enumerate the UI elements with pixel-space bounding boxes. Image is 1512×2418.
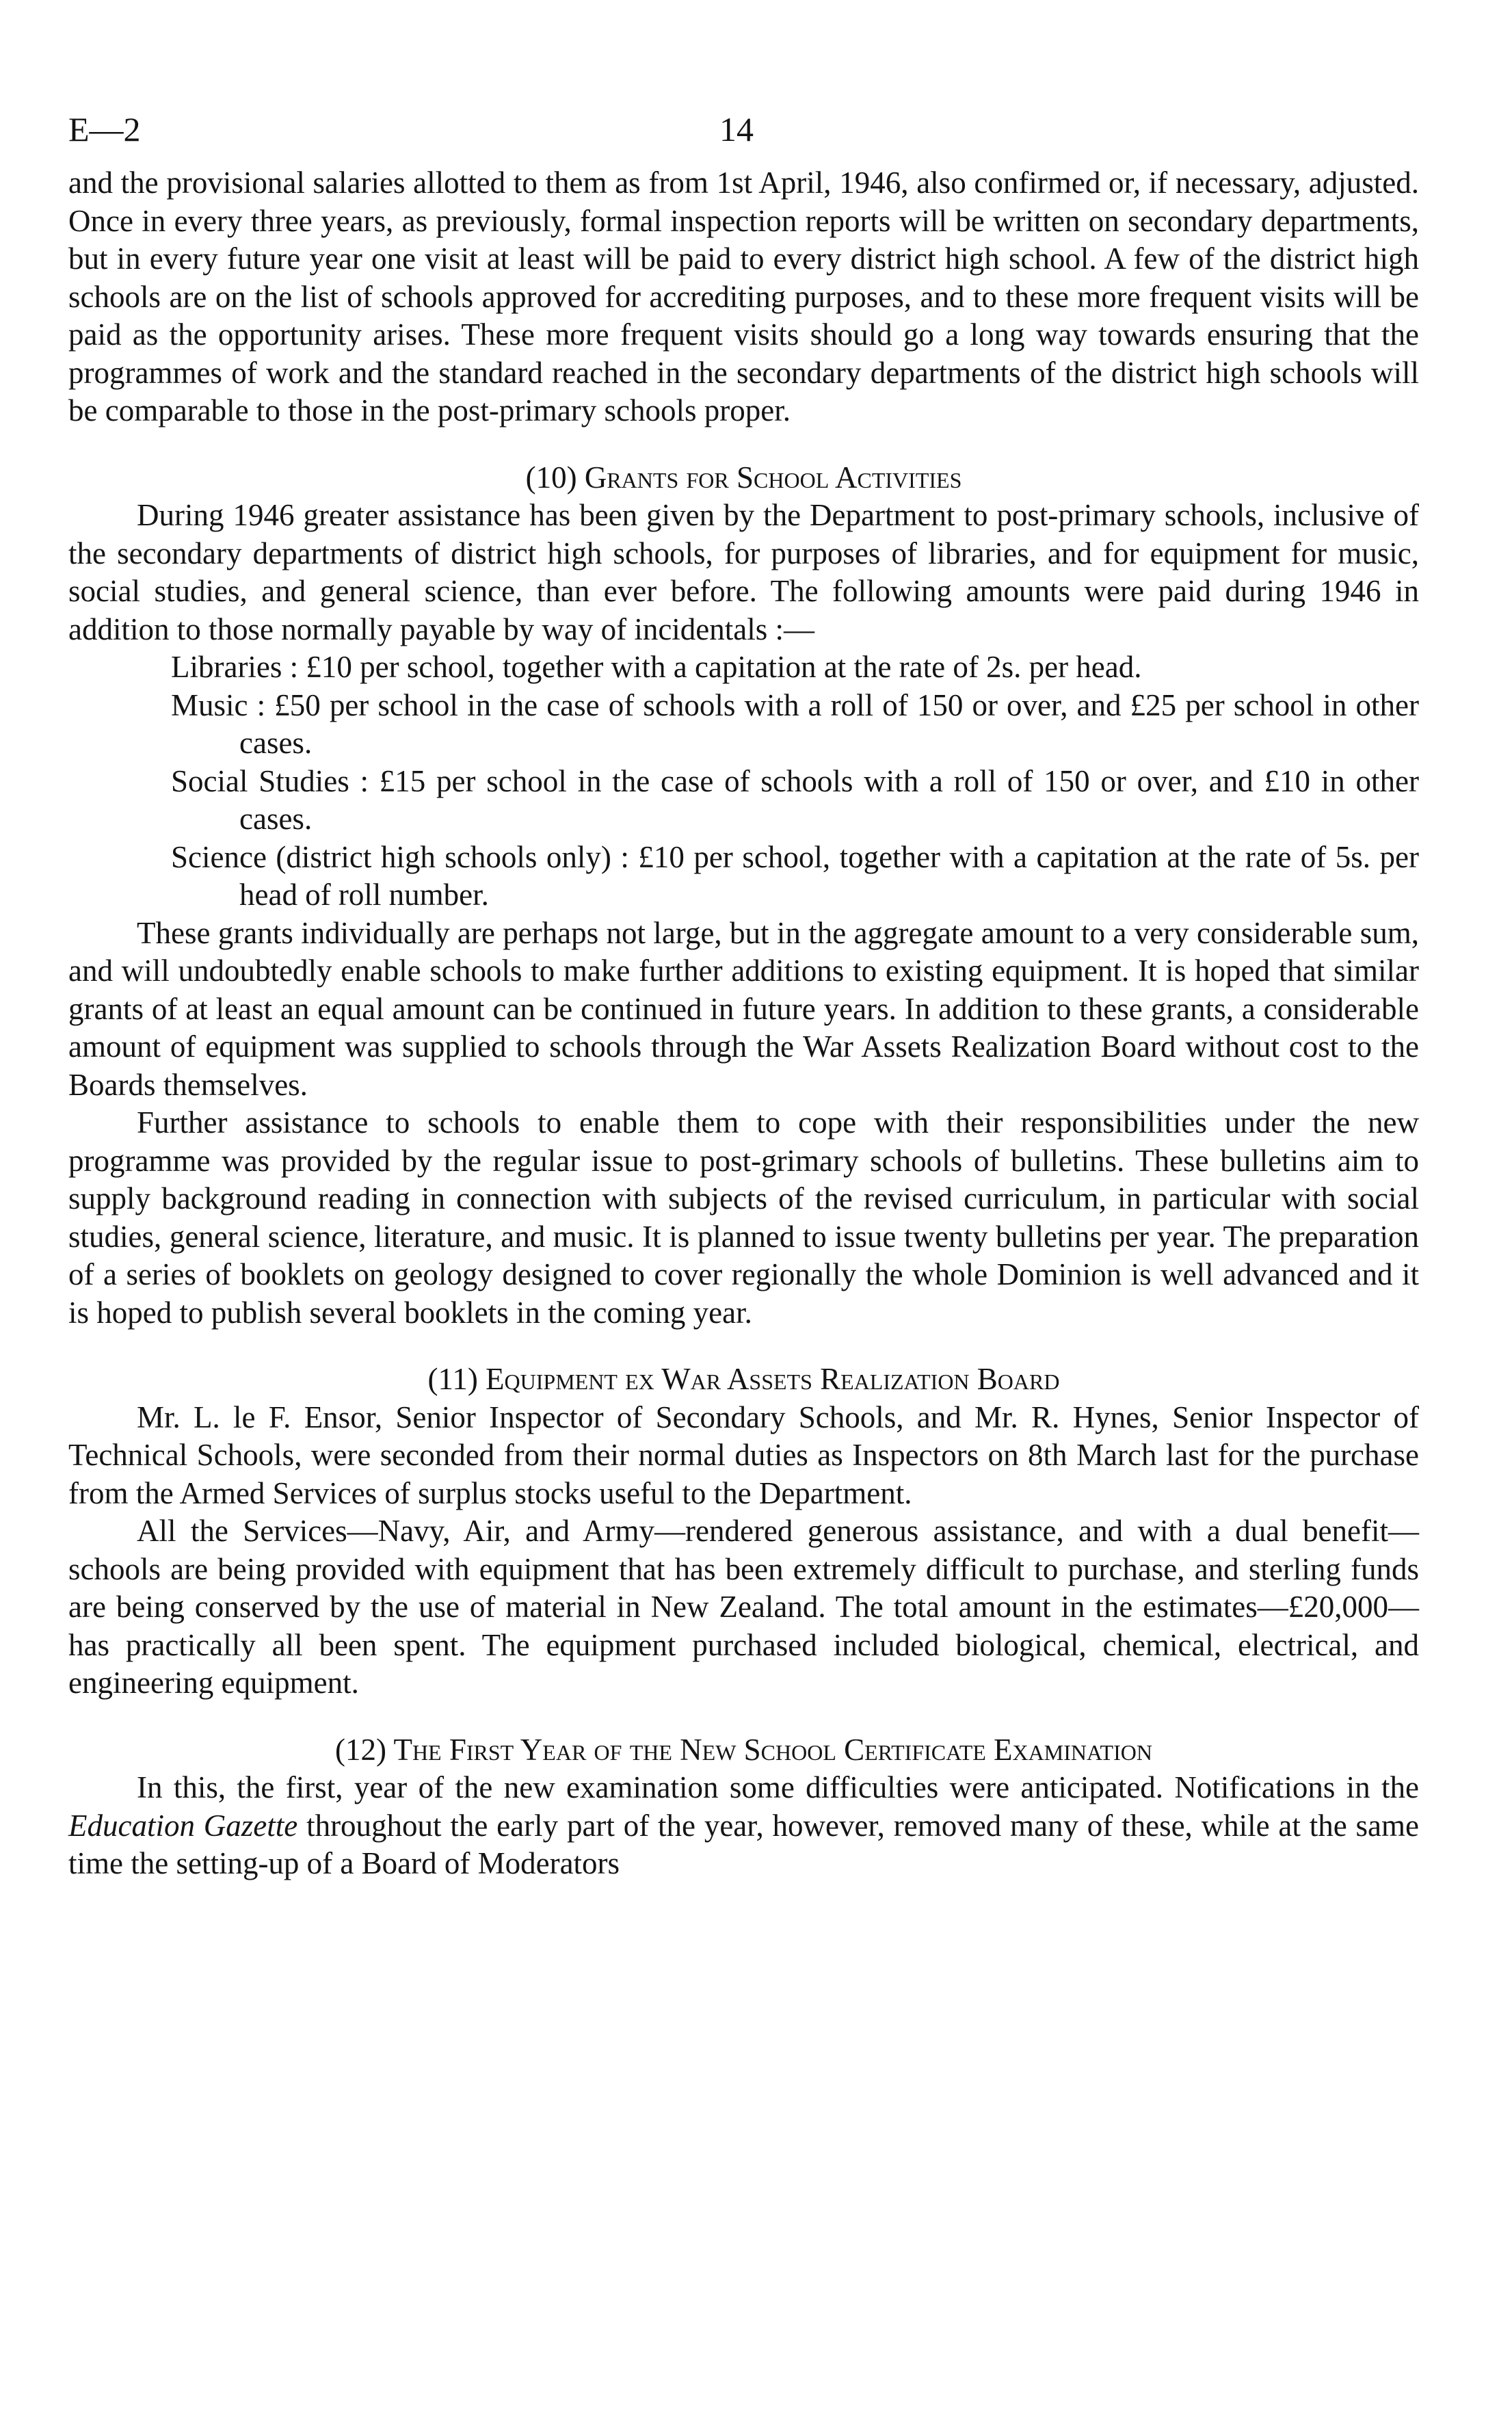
grant-item-libraries: Libraries : £10 per school, together with a capitation at the rate of 2s. per head. (171, 650, 1142, 684)
section-10-paragraph-1: During 1946 greater assistance has been given by the Department to post-primary schools, inclusive of the secondary departments of district high schools, for purposes of libraries, and for equipment for music, social studies, and general science, than ever before. The following amounts were paid during 1946 in addition to those normally payable by way of incidentals :— (68, 498, 1419, 646)
section-12-text-start: In this, the first, year of the new examination some difficulties were anticipated. Notifications in the (137, 1770, 1419, 1804)
document-page (68, 103, 1419, 1883)
section-12-text-end: throughout the early part of the year, however, removed many of these, while at the same time the setting-up of a Board of Moderators (68, 1808, 1419, 1880)
section-12-heading: (12) The First Year of the New School Certificate Examination (335, 1732, 1152, 1767)
grant-item-social-studies: Social Studies : £15 per school in the case of schools with a roll of 150 or over, and £10 in other cases. (171, 763, 1419, 836)
section-10-paragraph-3: Further assistance to schools to enable them to cope with their responsibilities under the new programme was provided by the regular issue to post-grimary schools of bulletins. These bulletins aim to supply background reading in connection with subjects of the revised curriculum, in particular with social studies, general science, literature, and music. It is planned to issue twenty bulletins per year. The preparation of a series of booklets on geology designed to cover regionally the whole Dominion is well advanced and it is hoped to publish several booklets in the coming year. (68, 1105, 1419, 1330)
section-12-paragraph-1 (68, 1769, 1419, 1883)
section-11-heading: (11) Equipment ex War Assets Realization Board (427, 1362, 1060, 1396)
section-10-heading: (10) Grants for School Activities (525, 460, 962, 495)
section-10-paragraph-2: These grants individually are perhaps not large, but in the aggregate amount to a very considerable sum, and will undoubtedly enable schools to make further additions to existing equipment. It is hoped that similar grants of at least an equal amount can be continued in future years. In addition to these grants, a considerable amount of equipment was supplied to schools through the War Assets Realization Board without cost to the Boards themselves. (68, 915, 1419, 1102)
grant-item-science: Science (district high schools only) : £10 per school, together with a capitation at the rate of 5s. per head of roll number. (171, 839, 1419, 912)
publication-title: Education Gazette (68, 1808, 298, 1843)
report-code: E—2 (68, 110, 141, 148)
page-header (68, 103, 1419, 164)
intro-paragraph: and the provisional salaries allotted to them as from 1st April, 1946, also confirmed or, if necessary, adjusted. Once in every three years, as previously, formal inspection reports will be written on secondary departments, but in every future year one visit at least will be paid to every district high school. A few of the district high schools are on the list of schools approved for accrediting purposes, and to these more frequent visits will be paid as the opportunity arises. These more frequent visits should go a long way towards ensuring that the programmes of work and the standard reached in the secondary departments of the district high schools will be comparable to those in the post-primary schools proper. (68, 166, 1419, 428)
grants-list (68, 648, 1419, 915)
grant-item-music: Music : £50 per school in the case of schools with a roll of 150 or over, and £25 per school in other cases. (171, 687, 1419, 760)
section-11-paragraph-2: All the Services—Navy, Air, and Army—rendered generous assistance, and with a dual benefit—schools are being provided with equipment that has been extremely difficult to purchase, and sterling funds are being conserved by the use of material in New Zealand. The total amount in the estimates—£20,000—has practically all been spent. The equipment purchased included biological, chemical, electrical, and engineering equipment. (68, 1514, 1419, 1700)
section-11-paragraph-1: Mr. L. le F. Ensor, Senior Inspector of Secondary Schools, and Mr. R. Hynes, Senior Inspector of Technical Schools, were seconded from their normal duties as Inspectors on 8th March last for the purchase from the Armed Services of surplus stocks useful to the Department. (68, 1399, 1419, 1510)
page-number: 14 (719, 110, 754, 148)
